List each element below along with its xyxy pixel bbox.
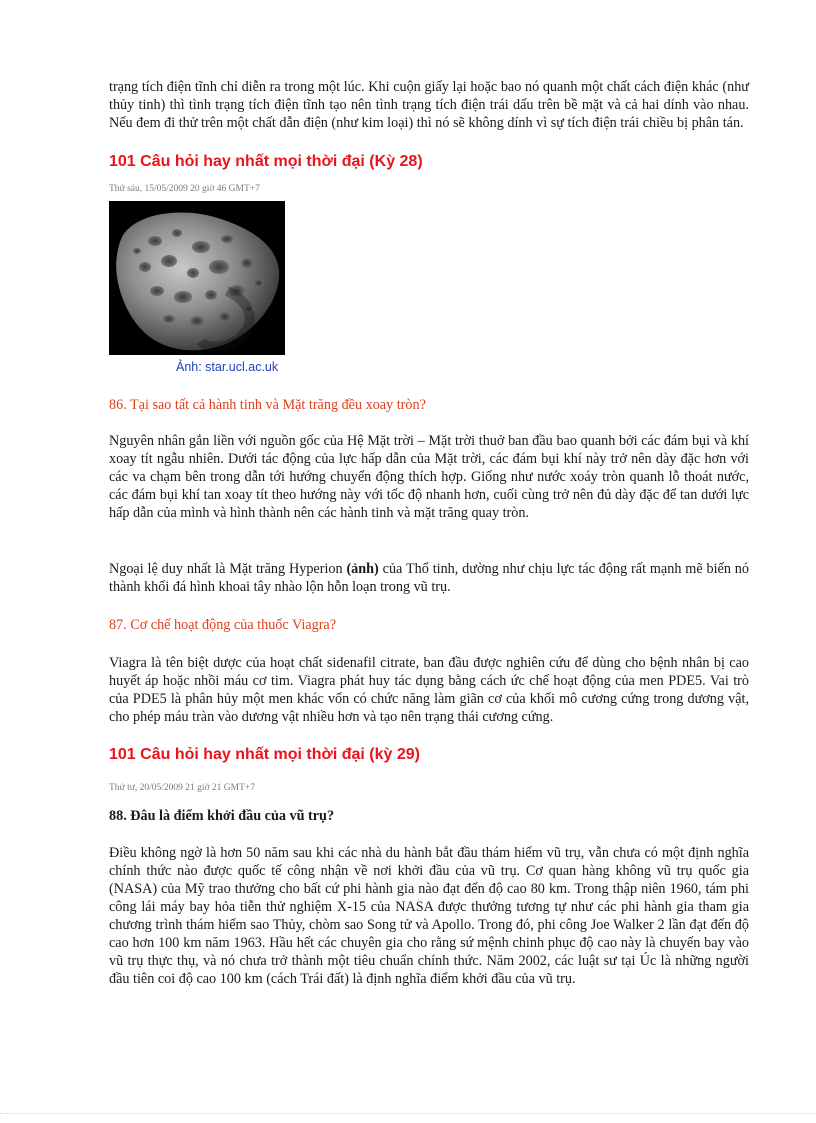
q86-p2-text-before: Ngoại lệ duy nhất là Mặt trăng Hyperion [109, 561, 347, 577]
question-86-title: 86. Tại sao tất cả hành tinh và Mặt trăng đều xoay tròn? [109, 397, 426, 413]
publish-date-ky-29: Thứ tư, 20/05/2009 21 giờ 21 GMT+7 [109, 783, 256, 793]
q86-p2-text-after: của Thổ tinh, dường như chịu lực tác động rất mạnh mẽ biến nó thành khối đá hình khoai tây nhào lộn hỗn loạn trong vũ trụ. [109, 561, 749, 595]
question-87-paragraph-1: Viagra là tên biệt dược của hoạt chất sidenafil citrate, ban đầu được nghiên cứu để dùng cho bệnh nhân bị cao huyết áp hoặc nhồi máu cơ tim. Viagra phát huy tác dụng bằng cách ức chế hoạt động của men PDE5. Vai trò của PDE5 là phân hủy một men khác vốn có chức năng làm giãn cơ của khối mô cương cứng trong dương vật, cho phép máu tràn vào dương vật nhiều hơn và tạo nên trạng thái cương cứng. [109, 655, 749, 725]
question-88-title: 88. Đâu là điểm khởi đầu của vũ trụ? [109, 808, 335, 824]
hyperion-moon-image [109, 201, 285, 355]
question-86-paragraph-2 [109, 560, 749, 596]
image-caption: Ảnh: star.ucl.ac.uk [176, 360, 279, 374]
publish-date-ky-28: Thứ sáu, 15/05/2009 20 giờ 46 GMT+7 [109, 184, 260, 194]
section-heading-ky-28: 101 Câu hỏi hay nhất mọi thời đại (Kỳ 28) [109, 153, 423, 170]
page-bottom-divider [0, 1113, 816, 1114]
question-87-title: 87. Cơ chế hoạt động của thuốc Viagra? [109, 617, 337, 633]
intro-paragraph: trạng tích điện tĩnh chỉ diễn ra trong một lúc. Khi cuộn giấy lại hoặc bao nó quanh một chất cách điện khác (như thủy tinh) thì tình trạng tích điện tĩnh tạo nên tình trạng tích điện trái dấu trên bề mặt và cả hai dính vào nhau. Nếu đem đi thử trên một chất dẫn điện (như kim loại) thì nó sẽ không dính vì sự tích điện trái chiều bị phân tán. [109, 79, 749, 131]
section-heading-ky-29: 101 Câu hỏi hay nhất mọi thời đại (kỳ 29) [109, 746, 420, 763]
q86-p2-photo-ref: (ảnh) [346, 561, 379, 577]
question-86-paragraph-1: Nguyên nhân gắn liền với nguồn gốc của Hệ Mặt trời – Mặt trời thuở ban đầu bao quanh bởi các đám bụi và khí xoay tít ngẫu nhiên. Dưới tác động của lực hấp dẫn của Mặt trời, các đám bụi khí này trở nên dày đặc hơn với các va chạm bên trong dẫn tới hướng chuyển động thích hợp. Giống như nước xoáy tròn quanh lỗ thoát nước, các đám bụi khí tan xoay tít theo hướng này với tốc độ nhanh hơn, cuối cùng trở nên đủ dày đặc để tan dưới lực hấp dẫn của mình và hình thành nên các hành tinh và mặt trăng quay tròn. [109, 433, 749, 521]
question-88-paragraph-1: Điều không ngờ là hơn 50 năm sau khi các nhà du hành bắt đầu thám hiểm vũ trụ, vẫn chưa có một định nghĩa chính thức nào được quốc tế công nhận về nơi khởi đầu của vũ trụ. Cơ quan hàng không vũ trụ quốc gia (NASA) của Mỹ trao thưởng cho bất cứ phi hành gia nào đạt đến độ cao 80 km. Trong thập niên 1960, tám phi công lái máy bay hỏa tiễn thử nghiệm X-15 của NASA được thưởng tương tự như các phi hành gia tham gia chương trình thám hiểm sao Thủy, chòm sao Song tử và Apollo. Trong đó, phi công Joe Walker 2 lần đạt đến độ cao hơn 100 km năm 1963. Hầu hết các chuyên gia cho rằng sứ mệnh chinh phục độ cao này là chuyến bay vào vũ trụ thực thụ, và nó chưa trở thành một tiêu chuẩn chính thức. Năm 2002, các luật sư tại Úc là những người đầu tiên coi độ cao 100 km (cách Trái đất) là định nghĩa điểm khởi đầu của vũ trụ. [109, 845, 749, 987]
